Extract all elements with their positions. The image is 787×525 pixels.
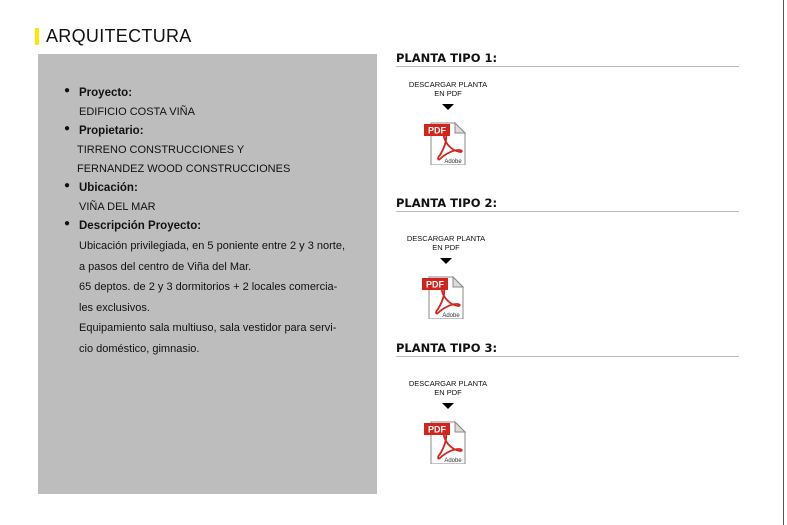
download-label: DESCARGAR PLANTA EN PDF bbox=[408, 379, 488, 397]
project-info-panel bbox=[38, 54, 377, 494]
location-value: VIÑA DEL MAR bbox=[79, 201, 156, 213]
location-label: Ubicación: bbox=[79, 182, 138, 194]
download-arrow-icon bbox=[442, 104, 454, 110]
download-arrow-icon bbox=[440, 258, 452, 264]
project-value: EDIFICIO COSTA VIÑA bbox=[79, 106, 195, 118]
owner-item bbox=[64, 122, 364, 179]
owner-label: Propietario: bbox=[79, 125, 144, 137]
description-value: Ubicación privilegiada, en 5 poniente entre 2 y 3 norte, a pasos del centro de Viña del Mar. 65 deptos. de 2 y 3 dormitorios + 2 locales comercia- les exclusivos. Equipamiento sala multiuso, sala vestidor para servi- cio doméstico, gimnasio. bbox=[79, 240, 346, 355]
pdf-icon-label: PDF bbox=[426, 279, 444, 290]
bullet-icon: ● bbox=[64, 180, 71, 191]
download-arrow-icon bbox=[442, 403, 454, 409]
pdf-icon-brand: Adobe bbox=[444, 159, 462, 165]
pdf-icon-label: PDF bbox=[428, 125, 446, 136]
description-item bbox=[64, 217, 364, 359]
pdf-download-icon[interactable] bbox=[421, 275, 465, 319]
pdf-download-icon[interactable] bbox=[423, 420, 467, 464]
section-header bbox=[35, 26, 192, 46]
section-title: ARQUITECTURA bbox=[46, 25, 192, 46]
pdf-icon-brand: Adobe bbox=[444, 458, 462, 464]
project-info-list bbox=[64, 84, 364, 359]
section-accent-bar bbox=[35, 28, 39, 45]
project-item bbox=[64, 84, 364, 122]
owner-value: TIRRENO CONSTRUCCIONES Y FERNANDEZ WOOD CONSTRUCCIONES bbox=[77, 144, 291, 175]
download-label: DESCARGAR PLANTA EN PDF bbox=[406, 234, 486, 252]
plan-section-2 bbox=[396, 196, 739, 319]
plan-title: PLANTA TIPO 3: bbox=[396, 341, 739, 357]
project-label: Proyecto: bbox=[79, 87, 133, 99]
plan-title: PLANTA TIPO 1: bbox=[396, 51, 739, 67]
pdf-icon-brand: Adobe bbox=[442, 313, 460, 319]
bullet-icon: ● bbox=[64, 218, 71, 229]
page-right-border bbox=[783, 0, 784, 525]
plan-title: PLANTA TIPO 2: bbox=[396, 196, 739, 212]
bullet-icon: ● bbox=[64, 85, 71, 96]
pdf-download-icon[interactable] bbox=[423, 121, 467, 165]
description-label: Descripción Proyecto: bbox=[79, 220, 202, 232]
pdf-icon-label: PDF bbox=[428, 424, 446, 435]
location-item bbox=[64, 179, 364, 217]
download-label: DESCARGAR PLANTA EN PDF bbox=[408, 80, 488, 98]
bullet-icon: ● bbox=[64, 123, 71, 134]
plan-section-1 bbox=[396, 51, 739, 165]
plan-section-3 bbox=[396, 341, 739, 464]
